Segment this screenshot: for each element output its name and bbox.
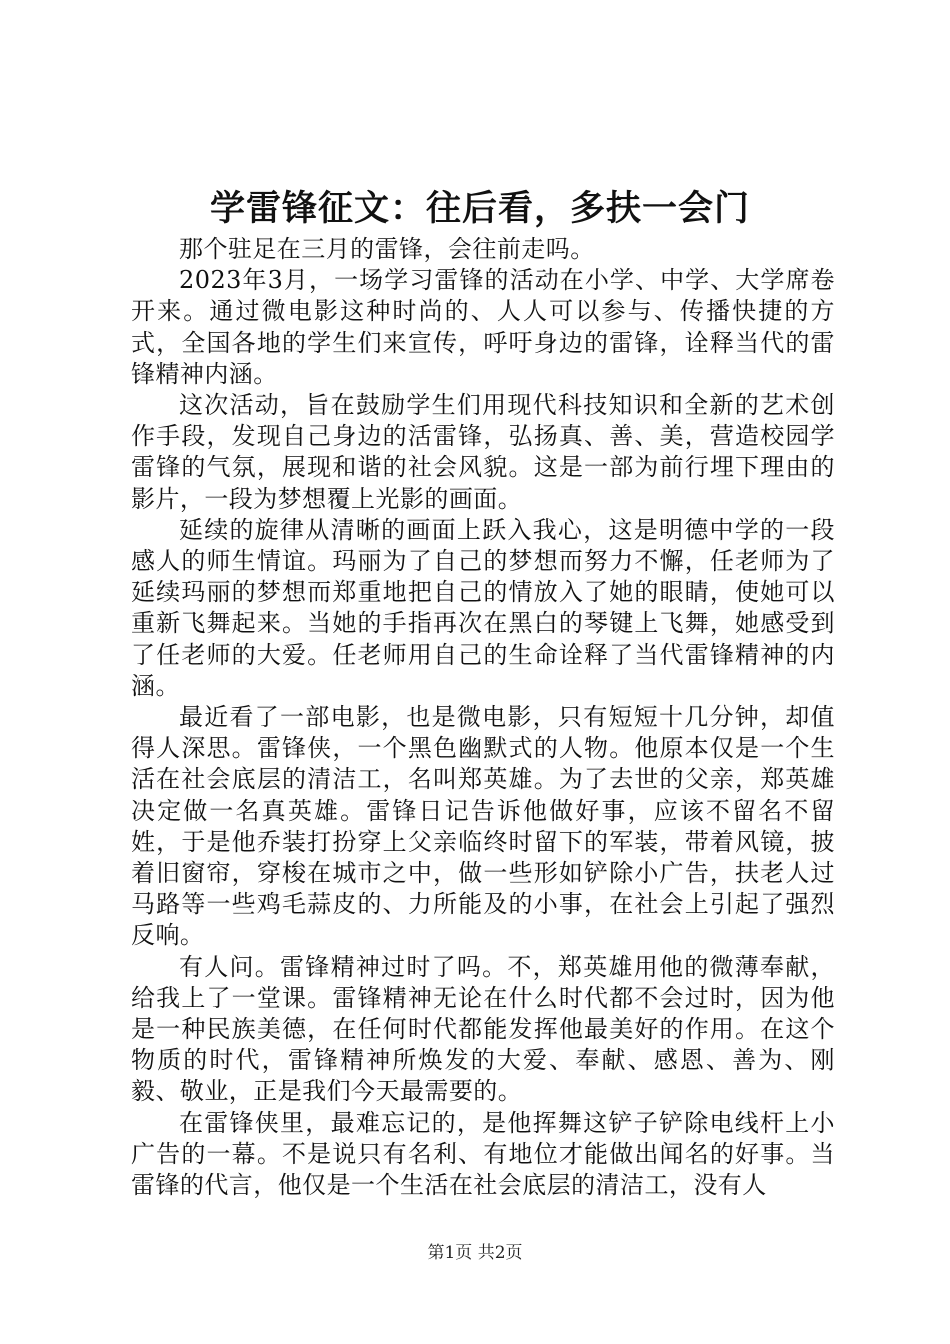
page-footer: 第1页 共2页 (427, 1243, 523, 1263)
paragraph: 那个驻足在三月的雷锋，会往前走吗。 (179, 235, 595, 263)
document-title: 学雷锋征文：往后看，多扶一会门 (209, 188, 750, 229)
paragraph: 在雷锋侠里，最难忘记的，是他挥舞这铲子铲除电线杆上小广告的一幕。不是说只有名利、有地位才能做出闻名的好事。当雷锋的代言，他仅是一个生活在社会底层的清洁工，没有人 (131, 1108, 835, 1200)
paragraph: 最近看了一部电影，也是微电影，只有短短十几分钟，却值得人深思。雷锋侠，一个黑色幽默式的人物。他原本仅是一个生活在社会底层的清洁工，名叫郑英雄。为了去世的父亲，郑英雄决定做一名真英雄。雷锋日记告诉他做好事，应该不留名不留姓，于是他乔装打扮穿上父亲临终时留下的军装，带着风镜，披着旧窗帘，穿梭在城市之中，做一些形如铲除小广告，扶老人过马路等一些鸡毛蒜皮的、力所能及的小事，在社会上引起了强烈反响。 (131, 703, 835, 950)
paragraph: 有人问。雷锋精神过时了吗。不，郑英雄用他的微薄奉献，给我上了一堂课。雷锋精神无论在什么时代都不会过时，因为他是一种民族美德，在任何时代都能发挥他最美好的作用。在这个物质的时代，雷锋精神所焕发的大爱、奉献、感恩、善为、刚毅、敬业，正是我们今天最需要的。 (131, 952, 835, 1106)
paragraph: 这次活动，旨在鼓励学生们用现代科技知识和全新的艺术创作手段，发现自己身边的活雷锋，弘扬真、善、美，营造校园学雷锋的气氛，展现和谐的社会风貌。这是一部为前行埋下理由的影片，一段为梦想覆上光影的画面。 (131, 391, 835, 513)
paragraph: 2023年3月，一场学习雷锋的活动在小学、中学、大学席卷开来。通过微电影这种时尚的、人人可以参与、传播快捷的方式，全国各地的学生们来宣传，呼吁身边的雷锋，诠释当代的雷锋精神内涵。 (131, 266, 835, 388)
document-body (131, 234, 835, 1201)
paragraph: 延续的旋律从清晰的画面上跃入我心，这是明德中学的一段感人的师生情谊。玛丽为了自己的梦想而努力不懈，任老师为了延续玛丽的梦想而郑重地把自己的情放入了她的眼睛，使她可以重新飞舞起来。当她的手指再次在黑白的琴键上飞舞，她感受到了任老师的大爱。任老师用自己的生命诠释了当代雷锋精神的内涵。 (131, 515, 835, 700)
